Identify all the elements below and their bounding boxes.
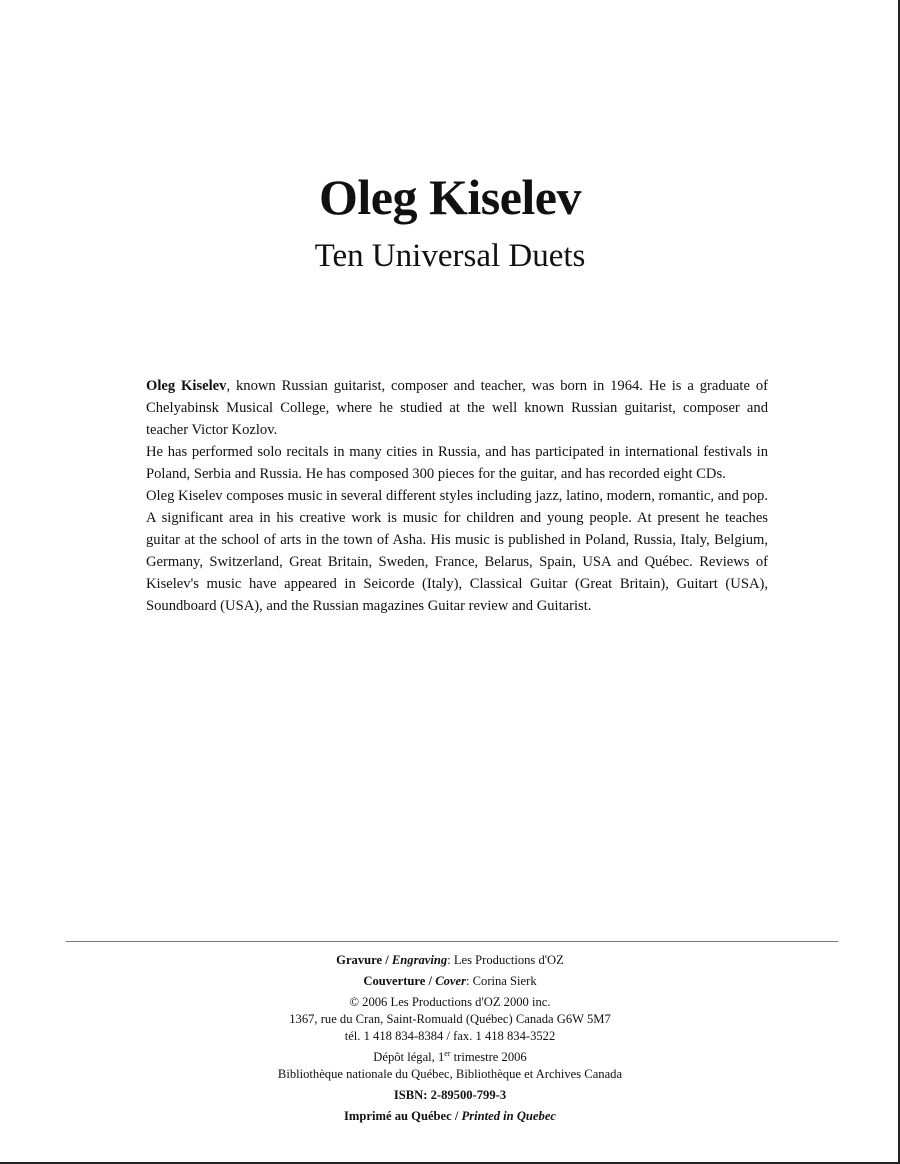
legal-deposit-sup: er <box>444 1048 451 1058</box>
cover-label-en: Cover <box>435 974 466 988</box>
isbn: ISBN: 2-89500-799-3 <box>393 1088 507 1102</box>
copyright: © 2006 Les Productions d'OZ 2000 inc. <box>349 995 551 1009</box>
page-title: Oleg Kiselev <box>319 169 581 225</box>
engraving-label-en: Engraving <box>391 953 448 967</box>
engraving-separator: / <box>382 953 392 967</box>
engraving-label: Gravure <box>336 953 383 967</box>
bio-name: Oleg Kiselev <box>146 378 227 394</box>
legal-deposit-suffix: trimestre 2006 <box>450 1050 527 1064</box>
cover-value: : Corina Sierk <box>465 974 537 988</box>
bio-paragraph-2: He has performed solo recitals in many cities in Russia, and has participated in international festivals in Poland, Serbia and Russia. He has composed 300 pieces for the guitar, and has recorded eight CDs. <box>146 444 768 482</box>
legal-deposit-prefix: Dépôt légal, 1 <box>373 1050 445 1064</box>
cover-credit <box>0 973 900 990</box>
bio-paragraph-3: Oleg Kiselev composes music in several different styles including jazz, latino, modern, romantic, and pop. A significant area in his creative work is music for children and young people. At present he teaches guitar at the school of arts in the town of Asha. His music is published in Poland, Russia, Italy, Belgium, Germany, Switzerland, Great Britain, Sweden, France, Belarus, Spain, USA and Québec. Reviews of Kiselev's music have appeared in Seicorde (Italy), Classical Guitar (Great Britain), Guitart (USA), Soundboard (USA), and the Russian magazines Guitar review and Guitarist. <box>146 488 768 614</box>
library: Bibliothèque nationale du Québec, Bibliothèque et Archives Canada <box>277 1067 623 1081</box>
printed-in <box>0 1108 900 1125</box>
page-subtitle: Ten Universal Duets <box>314 238 586 274</box>
colophon <box>0 952 900 1125</box>
bio-paragraph-1 <box>146 375 768 441</box>
cover-separator: / <box>425 974 436 988</box>
engraving-value: : Les Productions d'OZ <box>447 953 564 967</box>
cover-label: Couverture <box>363 974 426 988</box>
publisher-phone: tél. 1 418 834-8384 / fax. 1 418 834-3522 <box>344 1029 556 1043</box>
biography <box>146 375 768 617</box>
bio-paragraph-1-text: , known Russian guitarist, composer and teacher, was born in 1964. He is a graduate of Chelyabinsk Musical College, where he studied at the well known Russian guitarist, composer and teacher Victor Kozlov. <box>146 378 768 438</box>
publisher-address: 1367, rue du Cran, Saint-Romuald (Québec) Canada G6W 5M7 <box>289 1012 611 1026</box>
printed-in-fr: Imprimé au Québec <box>344 1109 452 1123</box>
legal-deposit <box>0 1049 900 1066</box>
engraving-credit <box>0 952 900 969</box>
divider <box>66 941 838 942</box>
printed-in-en: Printed in Quebec <box>461 1109 556 1123</box>
printed-in-separator: / <box>451 1109 462 1123</box>
